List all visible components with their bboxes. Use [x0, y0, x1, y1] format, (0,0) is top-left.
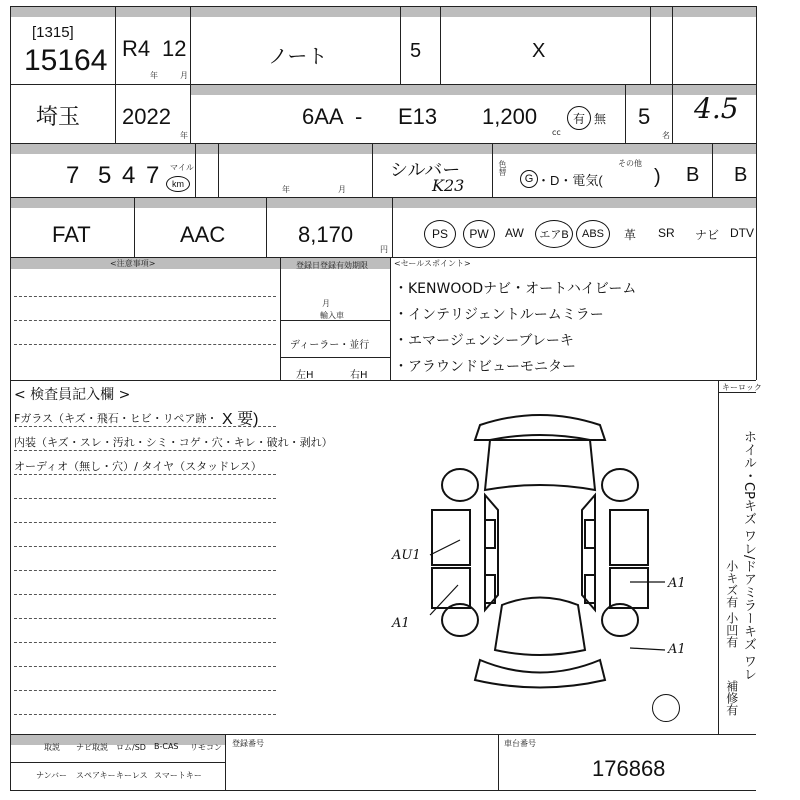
sales-point-1: ・KENWOODナビ・オートハイビーム — [394, 281, 637, 297]
header-bar-row1 — [10, 6, 756, 17]
score: 4.5 — [694, 92, 739, 125]
equip-ps: PS — [424, 220, 456, 248]
footer-label-spare-key: スペアキー — [76, 771, 116, 780]
equip-airbag: エアB — [535, 220, 573, 248]
exterior-grade: B — [686, 164, 700, 186]
fuel-g: G — [520, 170, 538, 188]
damage-mark-a1-left: A1 — [392, 616, 410, 631]
footer-label-navi-manual: ナビ取説 — [76, 743, 108, 752]
footer-label-number: ナンバー — [36, 771, 68, 780]
header-bar-row4 — [10, 197, 756, 208]
first-reg-year: 2022 — [122, 104, 171, 129]
yen-mark: 円 — [380, 245, 388, 254]
car-diagram — [380, 400, 700, 700]
recycle-fee: 8,170 — [298, 222, 354, 247]
model-code: E13 — [398, 104, 438, 129]
color: シルバー — [390, 160, 461, 180]
lot-bracket: [1315] — [32, 24, 74, 41]
seats: 5 — [638, 104, 651, 129]
mileage-digit-4: 7 — [146, 162, 160, 189]
fuel-other: その他 — [618, 159, 642, 168]
dealer-parallel: ディーラー・並行 — [290, 340, 370, 351]
seats-unit: 名 — [662, 131, 670, 140]
damage-mark-a1-right: A1 — [668, 576, 686, 591]
inspector-title: < 検査員記入欄 > — [14, 387, 131, 403]
inspector-line-1: Fガラス（キズ・飛石・ヒビ・リペア跡・ — [14, 412, 218, 425]
era-year: R4 — [122, 36, 151, 61]
inspector-line-1-mark: X 要) — [222, 411, 259, 428]
footer-label-rom-sd: ロム/SD — [116, 743, 146, 752]
sales-point-4: ・アラウンドビューモニター — [394, 359, 576, 375]
import-header: 輸入車 — [320, 311, 344, 320]
year-mark: 年 — [150, 71, 158, 80]
load-yes: 有 — [567, 106, 591, 130]
chassis-label: 車台番号 — [504, 739, 536, 748]
vertical-note-1: ホイル・CPキズ ワレ/ドアミラーキズ ワレ — [740, 430, 756, 681]
equip-leather: 革 — [624, 228, 637, 242]
model-name: ノート — [268, 46, 328, 68]
cc-mark: cc — [552, 128, 561, 137]
key-lock-label: キーロック — [722, 383, 762, 392]
km-mark: km — [166, 176, 190, 192]
footer-label-remote: リモコン — [190, 743, 222, 752]
doors: 5 — [410, 40, 422, 62]
fuel-close: ) — [654, 166, 661, 188]
shift: FAT — [52, 222, 91, 247]
model-code-dash: - — [355, 104, 363, 129]
mile-mark: マイル — [170, 163, 194, 172]
insp-year-mark: 年 — [282, 185, 290, 194]
reg-number-label: 登録番号 — [232, 739, 264, 748]
equip-aw: AW — [505, 226, 524, 240]
month-mark: 月 — [180, 71, 188, 80]
year-mark-2: 年 — [180, 131, 188, 140]
equip-dtv: DTV — [730, 226, 754, 240]
chassis-number: 176868 — [592, 756, 666, 781]
fuel-rest: ・D・電気( — [537, 173, 603, 188]
inspector-line-2: 内装（キズ・スレ・汚れ・シミ・コゲ・穴・キレ・破れ・剥れ） — [14, 436, 333, 449]
handle-left: 左H — [296, 370, 314, 381]
displacement: 1,200 — [482, 104, 538, 129]
grade: X — [532, 40, 546, 62]
mileage-digit-3: 4 — [122, 162, 136, 189]
color-label: 色替 — [498, 160, 507, 176]
damage-mark-a1-bottom: A1 — [668, 642, 686, 657]
mileage-digit-2: 5 — [98, 162, 112, 189]
footer-label-bcas: B-CAS — [154, 742, 179, 751]
equip-abs: ABS — [576, 220, 610, 248]
color-code: K23 — [432, 176, 465, 195]
model-code-prefix: 6AA — [302, 104, 344, 129]
aircon: AAC — [180, 222, 226, 247]
vertical-note-3: 補修有 — [724, 680, 739, 716]
notes-month-mark: 月 — [322, 299, 330, 308]
header-bar-row3 — [10, 143, 756, 154]
equip-navi: ナビ — [695, 228, 720, 242]
equip-pw: PW — [463, 220, 495, 248]
lot-number: 15164 — [24, 44, 108, 77]
sales-point-2: ・インテリジェントルームミラー — [394, 307, 604, 323]
vertical-note-2: 小キズ有 小凹有 — [724, 560, 739, 648]
footer-label-smart-key: スマートキー — [154, 771, 202, 780]
insp-month-mark: 月 — [338, 185, 346, 194]
load-no: 無 — [594, 112, 607, 126]
damage-mark-au1: AU1 — [392, 548, 421, 563]
handle-right: 右H — [350, 370, 368, 381]
sales-point-3: ・エマージェンシーブレーキ — [394, 333, 574, 349]
footer-label-manual: 取説 — [44, 743, 60, 752]
interior-grade: B — [734, 164, 748, 186]
region: 埼玉 — [36, 104, 81, 129]
reg-month: 12 — [162, 36, 187, 61]
caution-title: <注意事項> — [110, 259, 156, 268]
mileage-digit-1: 7 — [66, 162, 80, 189]
key-lock-circle — [652, 694, 680, 722]
sales-title: <セールスポイント> — [394, 259, 471, 268]
footer-label-keyless: キーレス — [116, 771, 148, 780]
inspector-line-3: オーディオ（無し・穴）/ タイヤ（スタッドレス） — [14, 460, 262, 473]
reg-header: 登録日登録有効期限 — [296, 261, 368, 270]
equip-sr: SR — [658, 226, 675, 240]
